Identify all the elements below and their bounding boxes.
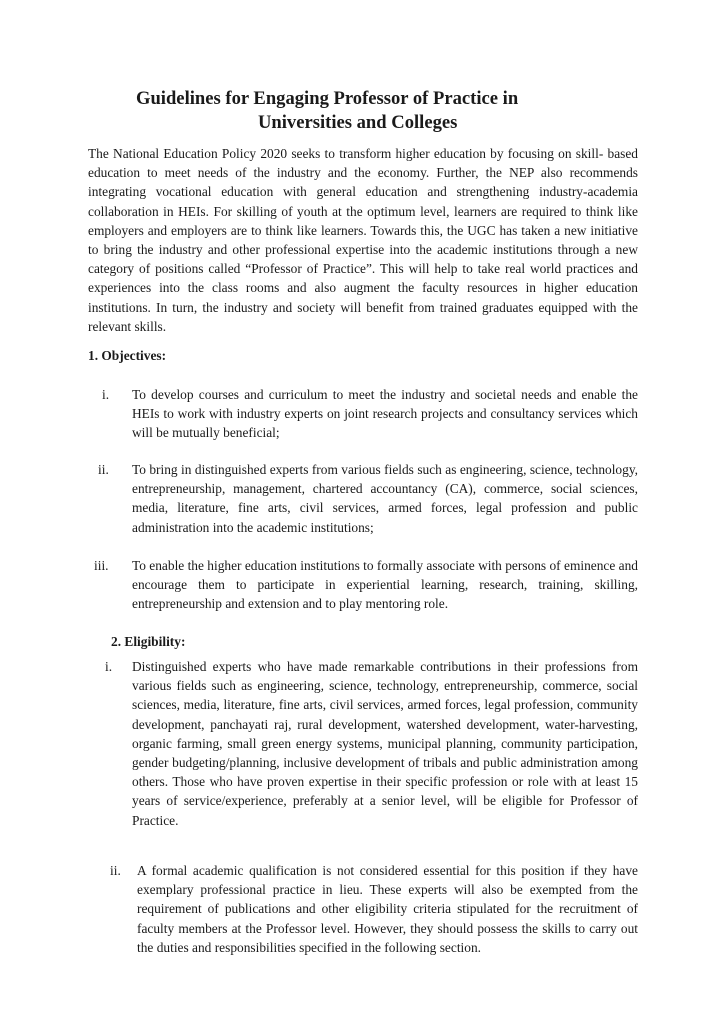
- objective-text: To enable the higher education institutions to formally associate with persons of eminence and encourage them to participate in experiential learning, research, training, skilling, entrepreneurship and extension and to play mentoring role.: [132, 558, 638, 612]
- objective-text: To bring in distinguished experts from various fields such as engineering, science, technology, entrepreneurship, management, chartered accountancy (CA), commerce, social sciences, media, literature, fine arts, civil services, armed forces, legal profession and public administration into the academic institutions;: [132, 462, 638, 535]
- objective-number: i.: [102, 387, 110, 402]
- eligibility-text: Distinguished experts who have made remarkable contributions in their professions from various fields such as engineering, science, technology, entrepreneurship, commerce, social sciences, media, literature, fine arts, civil services, armed forces, legal profession, community development, panchayati raj, rural development, watershed development, water-harvesting, organic farming, small green energy systems, municipal planning, community participation, gender budgeting/planning, inclusive development of tribals and public administration among others. Those who have proven expertise in their specific profession or role with at least 15 years of service/experience, preferably at a senior level, will be eligible for Professor of Practice.: [132, 659, 638, 828]
- objective-number: iii.: [94, 558, 109, 573]
- eligibility-number: ii.: [110, 863, 121, 878]
- objectives-heading: 1. Objectives:: [88, 348, 167, 363]
- title-line-2: Universities and Colleges: [258, 112, 458, 133]
- objective-text: To develop courses and curriculum to meet the industry and societal needs and enable the HEIs to work with industry experts on joint research projects and consultancy services which will be mutually beneficial;: [132, 387, 638, 441]
- objective-number: ii.: [98, 462, 109, 477]
- eligibility-heading: 2. Eligibility:: [111, 634, 186, 649]
- intro-paragraph: The National Education Policy 2020 seeks to transform higher education by focusing on skill- based education to meet needs of the industry and the economy. Further, the NEP also recommends integrating vocational education with general education and strengthening industry-academia collaboration in HEIs. For skilling of youth at the optimum level, learners are required to think like employers and employers are to think like learners. Towards this, the UGC has taken a new initiative to bring the industry and other professional expertise into the academic institutions through a new category of positions called “Professor of Practice”. This will help to take real world practices and experiences into the class rooms and also augment the faculty resources in higher education institutions. In turn, the industry and society will benefit from trained graduates equipped with the relevant skills.: [88, 146, 638, 334]
- eligibility-number: i.: [105, 659, 113, 674]
- eligibility-text: A formal academic qualification is not considered essential for this position if they have exemplary professional practice in lieu. These experts will also be exempted from the requirement of publications and other eligibility criteria stipulated for the recruitment of faculty members at the Professor level. However, they should possess the skills to carry out the duties and responsibilities specified in the following section.: [137, 863, 638, 955]
- title-line-1: Guidelines for Engaging Professor of Practice in: [136, 88, 519, 109]
